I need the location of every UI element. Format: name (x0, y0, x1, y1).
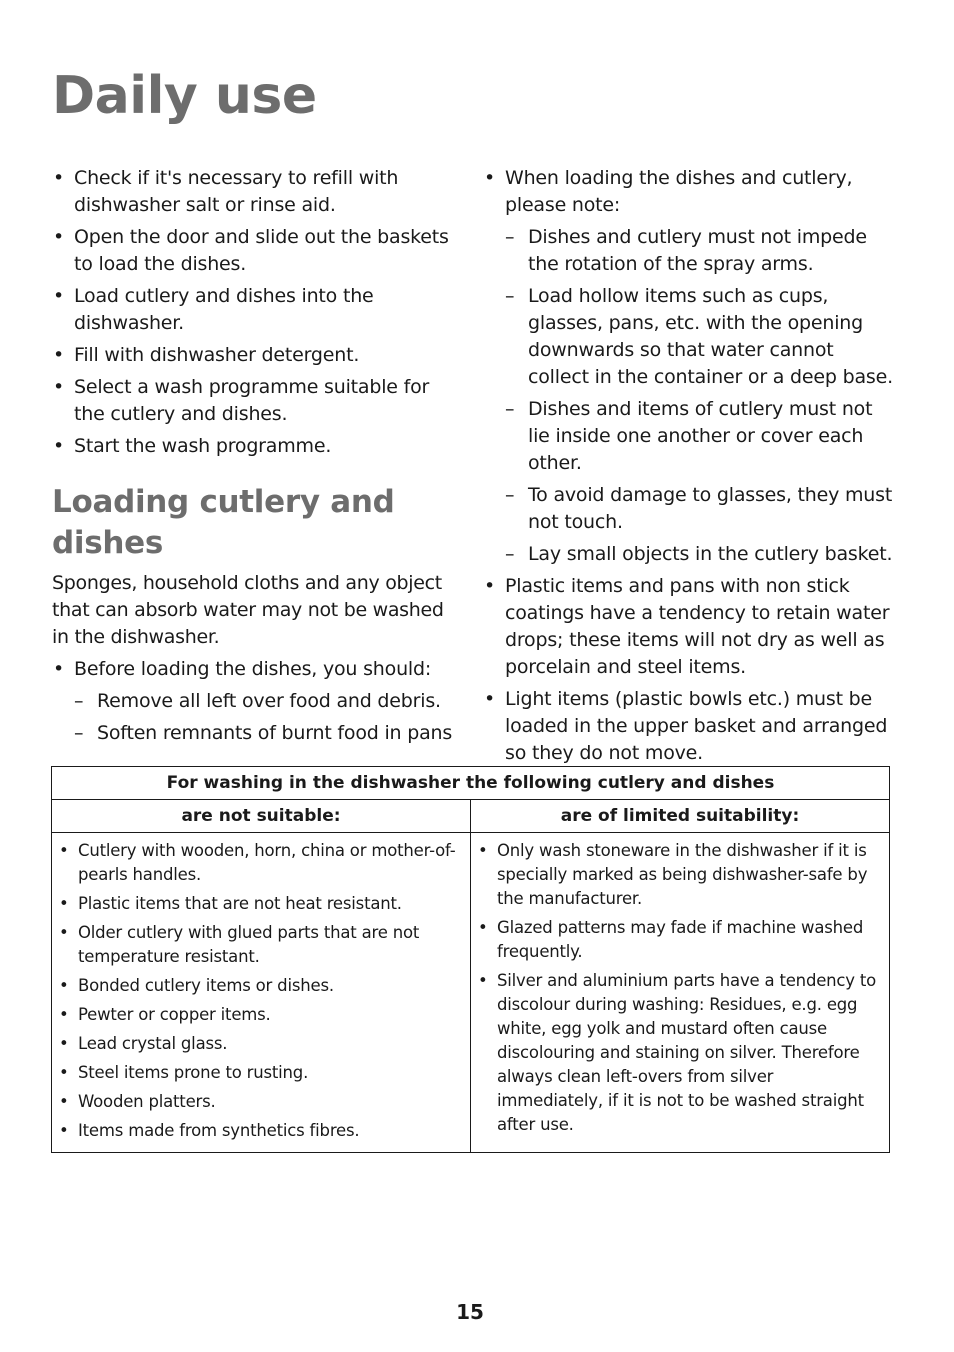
sub-list-item: – Soften remnants of burnt food in pans (74, 720, 462, 747)
sub-list-item: – Lay small objects in the cutlery basket. (505, 541, 893, 568)
list-item: • Silver and aluminium parts have a tendency to discolour during washing: Residues, e.g. egg white, egg yolk and mustard often cause discolouring and staining on silver. Therefore always clean left-overs from silver immediately, if it is not to be washed straight after use. (477, 969, 881, 1137)
sub-list-item: – Dishes and cutlery must not impede the rotation of the spray arms. (505, 224, 893, 278)
list-item: • Plastic items and pans with non stick coatings have a tendency to retain water drops; these items will not dry as well as porcelain and steel items. (483, 573, 893, 681)
list-item: • Steel items prone to rusting. (58, 1061, 462, 1085)
table-header-row (52, 800, 890, 833)
section-heading: Loading cutlery and dishes (52, 484, 395, 561)
list-item: • Open the door and slide out the baskets to load the dishes. (52, 224, 462, 278)
sub-list-item: – Load hollow items such as cups, glasses, pans, etc. with the opening downwards so that water cannot collect in the container or a deep base. (505, 283, 893, 391)
list-item (52, 656, 462, 747)
loading-notes-list (483, 165, 893, 767)
intro-paragraph: Sponges, household cloths and any object that can absorb water may not be washed in the dishwasher. (52, 572, 444, 648)
suitability-table (51, 766, 890, 1153)
list-item: • Only wash stoneware in the dishwasher if it is specially marked as being dishwasher-safe by the manufacturer. (477, 839, 881, 911)
table-cell-limited (471, 833, 890, 1153)
sub-list-item: – To avoid damage to glasses, they must not touch. (505, 482, 893, 536)
column-header-limited: are of limited suitability: (471, 800, 890, 833)
sub-list-item: – Remove all left over food and debris. (74, 688, 462, 715)
list-item: • Start the wash programme. (52, 433, 462, 460)
sub-list-item: – Dishes and items of cutlery must not lie inside one another or cover each other. (505, 396, 893, 477)
limited-list (477, 839, 881, 1137)
list-item: • Load cutlery and dishes into the dishwasher. (52, 283, 462, 337)
list-item-label: Before loading the dishes, you should: (74, 658, 432, 680)
list-item: • Bonded cutlery items or dishes. (58, 974, 462, 998)
list-item (483, 165, 893, 568)
right-column (483, 165, 893, 772)
list-item-label: When loading the dishes and cutlery, please note: (505, 167, 853, 216)
list-item: • Items made from synthetics fibres. (58, 1119, 462, 1143)
list-item: • Glazed patterns may fade if machine washed frequently. (477, 916, 881, 964)
page-title: Daily use (52, 66, 317, 126)
table-header-row (52, 767, 890, 800)
before-loading-block (52, 656, 462, 747)
list-item: • Light items (plastic bowls etc.) must be loaded in the upper basket and arranged so they do not move. (483, 686, 893, 767)
left-column (52, 165, 462, 752)
list-item: • Select a wash programme suitable for the cutlery and dishes. (52, 374, 462, 428)
list-item: • Wooden platters. (58, 1090, 462, 1114)
column-header-not-suitable: are not suitable: (52, 800, 471, 833)
list-item: • Fill with dishwasher detergent. (52, 342, 462, 369)
list-item: • Older cutlery with glued parts that are not temperature resistant. (58, 921, 462, 969)
table-row (52, 833, 890, 1153)
table-title: For washing in the dishwasher the following cutlery and dishes (52, 767, 890, 800)
table-cell-not-suitable (52, 833, 471, 1153)
list-item: • Cutlery with wooden, horn, china or mother-of-pearls handles. (58, 839, 462, 887)
before-loading-list (52, 656, 462, 747)
list-item: • Plastic items that are not heat resistant. (58, 892, 462, 916)
before-loading-sublist (74, 688, 462, 747)
page-number: 15 (456, 1300, 484, 1324)
list-item: • Check if it's necessary to refill with dishwasher salt or rinse aid. (52, 165, 462, 219)
list-item: • Lead crystal glass. (58, 1032, 462, 1056)
not-suitable-list (58, 839, 462, 1143)
list-item: • Pewter or copper items. (58, 1003, 462, 1027)
loading-notes-sublist (505, 224, 893, 568)
intro-steps-list (52, 165, 462, 460)
